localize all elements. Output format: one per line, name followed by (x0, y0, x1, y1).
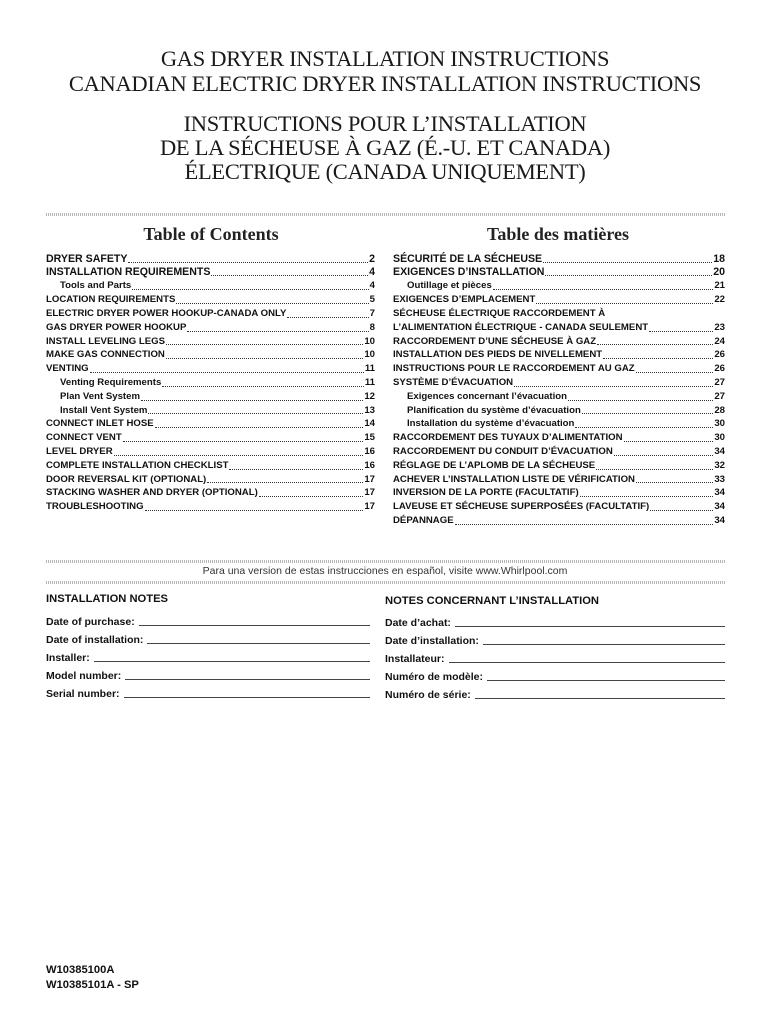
dot-leader (287, 317, 368, 318)
toc-entry-page: 2 (369, 253, 375, 265)
toc-entry (393, 321, 725, 335)
toc-entry (393, 514, 725, 528)
doc-number: W10385101A - SP (46, 979, 139, 991)
installation-notes-english (46, 610, 370, 700)
toc-entry (46, 253, 375, 266)
toc-entry-label: LOCATION REQUIREMENTS (46, 294, 176, 306)
toc-entry (393, 404, 725, 418)
note-field (385, 611, 725, 629)
toc-entry (46, 417, 375, 431)
note-field (46, 664, 370, 682)
toc-entry (46, 348, 375, 362)
dot-leader (514, 386, 713, 387)
toc-entry-label: CONNECT VENT (46, 432, 122, 444)
note-field-blank-line (124, 697, 370, 698)
toc-entry (46, 390, 375, 404)
dot-leader (155, 427, 364, 428)
toc-entry (46, 500, 375, 514)
note-field-label: Numéro de série: (385, 689, 471, 701)
toc-entry-label: Exigences concernant l’évacuation (407, 390, 567, 402)
toc-entry-label: DOOR REVERSAL KIT (OPTIONAL) (46, 473, 207, 485)
note-field-label: Numéro de modèle: (385, 671, 484, 683)
toc-entry-label: Planification du système d’évacuation (407, 404, 581, 416)
toc-entry (46, 335, 375, 349)
toc-entry (393, 390, 725, 404)
note-field (385, 665, 725, 683)
toc-entry-label: LEVEL DRYER (46, 445, 113, 457)
toc-entry (46, 293, 375, 307)
doc-number: W10385100A (46, 964, 115, 976)
toc-entry (393, 266, 725, 279)
dot-leader (603, 358, 713, 359)
toc-entry-page: 34 (714, 501, 725, 513)
toc-entry-label: SYSTÈME D’ÉVACUATION (393, 376, 514, 388)
toc-heading-french: Table des matières (487, 224, 629, 244)
toc-entry-label: INSTALL LEVELING LEGS (46, 335, 166, 347)
dot-leader (128, 262, 368, 263)
note-field-label: Model number: (46, 670, 122, 682)
toc-entry-page: 12 (364, 390, 375, 402)
toc-entry (393, 445, 725, 459)
dot-leader (229, 469, 363, 470)
toc-entry-label: DÉPANNAGE (393, 514, 454, 526)
title-line: INSTRUCTIONS POUR L’INSTALLATION (183, 111, 587, 136)
toc-entry-label: Venting Requirements (60, 376, 162, 388)
dot-leader (650, 510, 713, 511)
toc-entry-page: 18 (713, 253, 725, 265)
toc-entry (393, 293, 725, 307)
dot-leader (166, 358, 363, 359)
toc-entry-label: RÉGLAGE DE L’APLOMB DE LA SÉCHEUSE (393, 459, 596, 471)
dot-leader (455, 524, 714, 525)
toc-entry-page: 26 (714, 363, 725, 375)
title-line: CANADIAN ELECTRIC DRYER INSTALLATION INSTRUCTIONS (68, 71, 702, 96)
note-field (385, 647, 725, 665)
toc-entry (393, 279, 725, 293)
toc-entry-page: 10 (364, 349, 375, 361)
note-field-blank-line (487, 680, 725, 681)
toc-entry-page: 17 (364, 501, 375, 513)
toc-entry (46, 445, 375, 459)
dot-leader (636, 482, 713, 483)
toc-entry (46, 307, 375, 321)
dot-leader (649, 331, 713, 332)
toc-entry-label: INSTALLATION DES PIEDS DE NIVELLEMENT (393, 349, 603, 361)
note-field-blank-line (147, 643, 370, 644)
document-numbers (46, 963, 139, 993)
dot-leader (187, 331, 368, 332)
note-field (46, 628, 370, 646)
toc-entry-page: 11 (364, 363, 375, 375)
note-field-label: Date of purchase: (46, 616, 135, 628)
toc-entry-label: STACKING WASHER AND DRYER (OPTIONAL) (46, 487, 258, 499)
dot-leader (90, 372, 364, 373)
dot-leader (148, 413, 363, 414)
dot-leader (166, 344, 363, 345)
dot-leader (614, 455, 714, 456)
note-field (46, 682, 370, 700)
note-field-label: Date d’installation: (385, 635, 479, 647)
toc-entry-page: 22 (714, 294, 725, 306)
dot-leader (568, 400, 713, 401)
toc-entry-label: COMPLETE INSTALLATION CHECKLIST (46, 459, 229, 471)
toc-entry-page: 30 (714, 418, 725, 430)
toc-entry (46, 362, 375, 376)
toc-entry-label: SÉCHEUSE ÉLECTRIQUE RACCORDEMENT À (393, 308, 606, 319)
dot-leader (114, 455, 364, 456)
toc-entry-label: Outillage et pièces (407, 280, 492, 292)
toc-entry (393, 253, 725, 266)
toc-entry (393, 473, 725, 487)
note-field (385, 683, 725, 701)
toc-entry-label: RACCORDEMENT DU CONDUIT D’ÉVACUATION (393, 445, 613, 457)
toc-entry-label: ACHEVER L’INSTALLATION LISTE DE VÉRIFICATION (393, 473, 635, 485)
toc-entry (46, 473, 375, 487)
dot-leader (536, 303, 713, 304)
dot-leader (162, 386, 364, 387)
toc-entry-label: LAVEUSE ET SÉCHEUSE SUPERPOSÉES (FACULTATIF) (393, 501, 650, 513)
toc-entry-page: 13 (364, 404, 375, 416)
toc-entry-label: INSTALLATION REQUIREMENTS (46, 266, 211, 279)
dot-leader (176, 303, 368, 304)
toc-entry (393, 362, 725, 376)
toc-entry-label: Installation du système d’évacuation (407, 418, 575, 430)
toc-entry-page: 8 (369, 321, 375, 333)
toc-entry-label: ELECTRIC DRYER POWER HOOKUP-CANADA ONLY (46, 308, 287, 319)
toc-entry-page: 5 (369, 294, 375, 306)
title-english (0, 46, 770, 96)
toc-entry-page: 17 (364, 473, 375, 485)
title-line: GAS DRYER INSTALLATION INSTRUCTIONS (160, 46, 610, 71)
toc-entry (46, 404, 375, 418)
dot-leader (636, 372, 714, 373)
dot-leader (596, 469, 713, 470)
toc-entry-page: 34 (714, 445, 725, 457)
toc-entry-page: 15 (364, 432, 375, 444)
toc-entry-label: MAKE GAS CONNECTION (46, 349, 165, 361)
dot-leader (580, 496, 714, 497)
dot-leader (582, 413, 714, 414)
dot-leader (493, 289, 714, 290)
toc-heading-english: Table of Contents (143, 224, 279, 244)
note-field-blank-line (483, 644, 725, 645)
toc-entry-label: TROUBLESHOOTING (46, 501, 144, 513)
spanish-version-note: Para una version de estas instrucciones en español, visite www.Whirlpool.com (202, 565, 568, 577)
dot-leader (597, 344, 713, 345)
note-field (385, 629, 725, 647)
toc-entry-label: VENTING (46, 363, 89, 375)
note-field-blank-line (449, 662, 725, 663)
toc-entry (393, 335, 725, 349)
toc-entry (393, 307, 725, 321)
note-field-label: Installer: (46, 652, 90, 664)
installation-notes-french (385, 611, 725, 701)
toc-entry-page: 32 (714, 459, 725, 471)
toc-entry (46, 266, 375, 279)
toc-entry (393, 500, 725, 514)
toc-entry-label: EXIGENCES D’EMPLACEMENT (393, 294, 536, 306)
note-field-label: Date of installation: (46, 634, 144, 646)
dot-leader (207, 482, 363, 483)
toc-entry (46, 459, 375, 473)
dot-leader (211, 275, 368, 276)
toc-entry-label: DRYER SAFETY (46, 253, 128, 265)
toc-entry-page: 7 (369, 308, 375, 319)
note-field-blank-line (139, 625, 370, 626)
dot-leader (123, 441, 364, 442)
note-field-blank-line (94, 661, 370, 662)
title-french (0, 112, 770, 184)
installation-notes-heading-fr: NOTES CONCERNANT L’INSTALLATION (385, 595, 600, 607)
title-line: DE LA SÉCHEUSE À GAZ (É.-U. ET CANADA) (159, 135, 611, 160)
toc-entry-page: 33 (714, 473, 725, 485)
toc-entry-label: INSTRUCTIONS POUR LE RACCORDEMENT AU GAZ (393, 363, 635, 375)
note-field-label: Installateur: (385, 653, 445, 665)
toc-entry-page: 17 (364, 487, 375, 499)
dot-leader (575, 427, 713, 428)
toc-entry-page: 14 (364, 418, 375, 430)
toc-entry-page: 16 (364, 459, 375, 471)
toc-list-french (393, 253, 725, 528)
note-field-label: Date d’achat: (385, 617, 451, 629)
toc-entry (393, 459, 725, 473)
toc-entry (46, 279, 375, 293)
toc-entry (393, 348, 725, 362)
toc-entry-page: 28 (714, 404, 725, 416)
toc-entry-page: 20 (713, 266, 725, 279)
dot-leader (543, 262, 712, 263)
toc-entry-label: INVERSION DE LA PORTE (FACULTATIF) (393, 487, 579, 499)
dot-leader (545, 275, 712, 276)
note-field (46, 646, 370, 664)
toc-entry-page: 27 (714, 376, 725, 388)
toc-entry-page: 34 (714, 514, 725, 526)
dot-leader (259, 496, 364, 497)
dot-leader (145, 510, 364, 511)
toc-entry (393, 376, 725, 390)
toc-entry-page: 30 (714, 432, 725, 444)
toc-entry-label: L’ALIMENTATION ÉLECTRIQUE - CANADA SEULEMENT (393, 321, 649, 333)
note-field (46, 610, 370, 628)
toc-entry-page: 21 (714, 280, 725, 292)
note-field-blank-line (475, 698, 725, 699)
toc-entry-label: Install Vent System (60, 404, 148, 416)
toc-entry (393, 431, 725, 445)
toc-entry-page: 4 (369, 280, 375, 292)
toc-entry-page: 27 (714, 390, 725, 402)
note-field-label: Serial number: (46, 688, 120, 700)
note-field-blank-line (125, 679, 370, 680)
toc-list-english (46, 253, 375, 514)
toc-entry (46, 321, 375, 335)
installation-notes-heading: INSTALLATION NOTES (46, 593, 169, 605)
toc-entry (393, 486, 725, 500)
toc-entry-page: 4 (369, 266, 375, 279)
title-line: ÉLECTRIQUE (CANADA UNIQUEMENT) (184, 159, 586, 184)
toc-entry-page: 10 (364, 335, 375, 347)
toc-entry-page: 16 (364, 445, 375, 457)
toc-entry (46, 486, 375, 500)
toc-entry-page: 11 (364, 376, 375, 388)
divider (46, 213, 726, 216)
note-field-blank-line (455, 626, 725, 627)
toc-entry-page: 34 (714, 487, 725, 499)
toc-entry (393, 417, 725, 431)
toc-entry-page: 26 (714, 349, 725, 361)
divider (46, 581, 726, 584)
toc-entry (46, 376, 375, 390)
toc-entry-label: Plan Vent System (60, 390, 140, 402)
divider (46, 560, 726, 563)
toc-entry-label: Tools and Parts (60, 280, 132, 292)
toc-entry-label: SÉCURITÉ DE LA SÉCHEUSE (393, 253, 543, 265)
toc-entry-label: RACCORDEMENT DES TUYAUX D’ALIMENTATION (393, 432, 623, 444)
dot-leader (141, 400, 363, 401)
toc-entry-label: GAS DRYER POWER HOOKUP (46, 321, 187, 333)
dot-leader (624, 441, 714, 442)
toc-entry (46, 431, 375, 445)
toc-entry-label: EXIGENCES D’INSTALLATION (393, 266, 545, 279)
toc-entry-page: 23 (714, 321, 725, 333)
toc-entry-label: CONNECT INLET HOSE (46, 418, 154, 430)
toc-entry-page: 24 (714, 335, 725, 347)
toc-entry-label: RACCORDEMENT D’UNE SÉCHEUSE À GAZ (393, 335, 597, 347)
dot-leader (132, 289, 368, 290)
